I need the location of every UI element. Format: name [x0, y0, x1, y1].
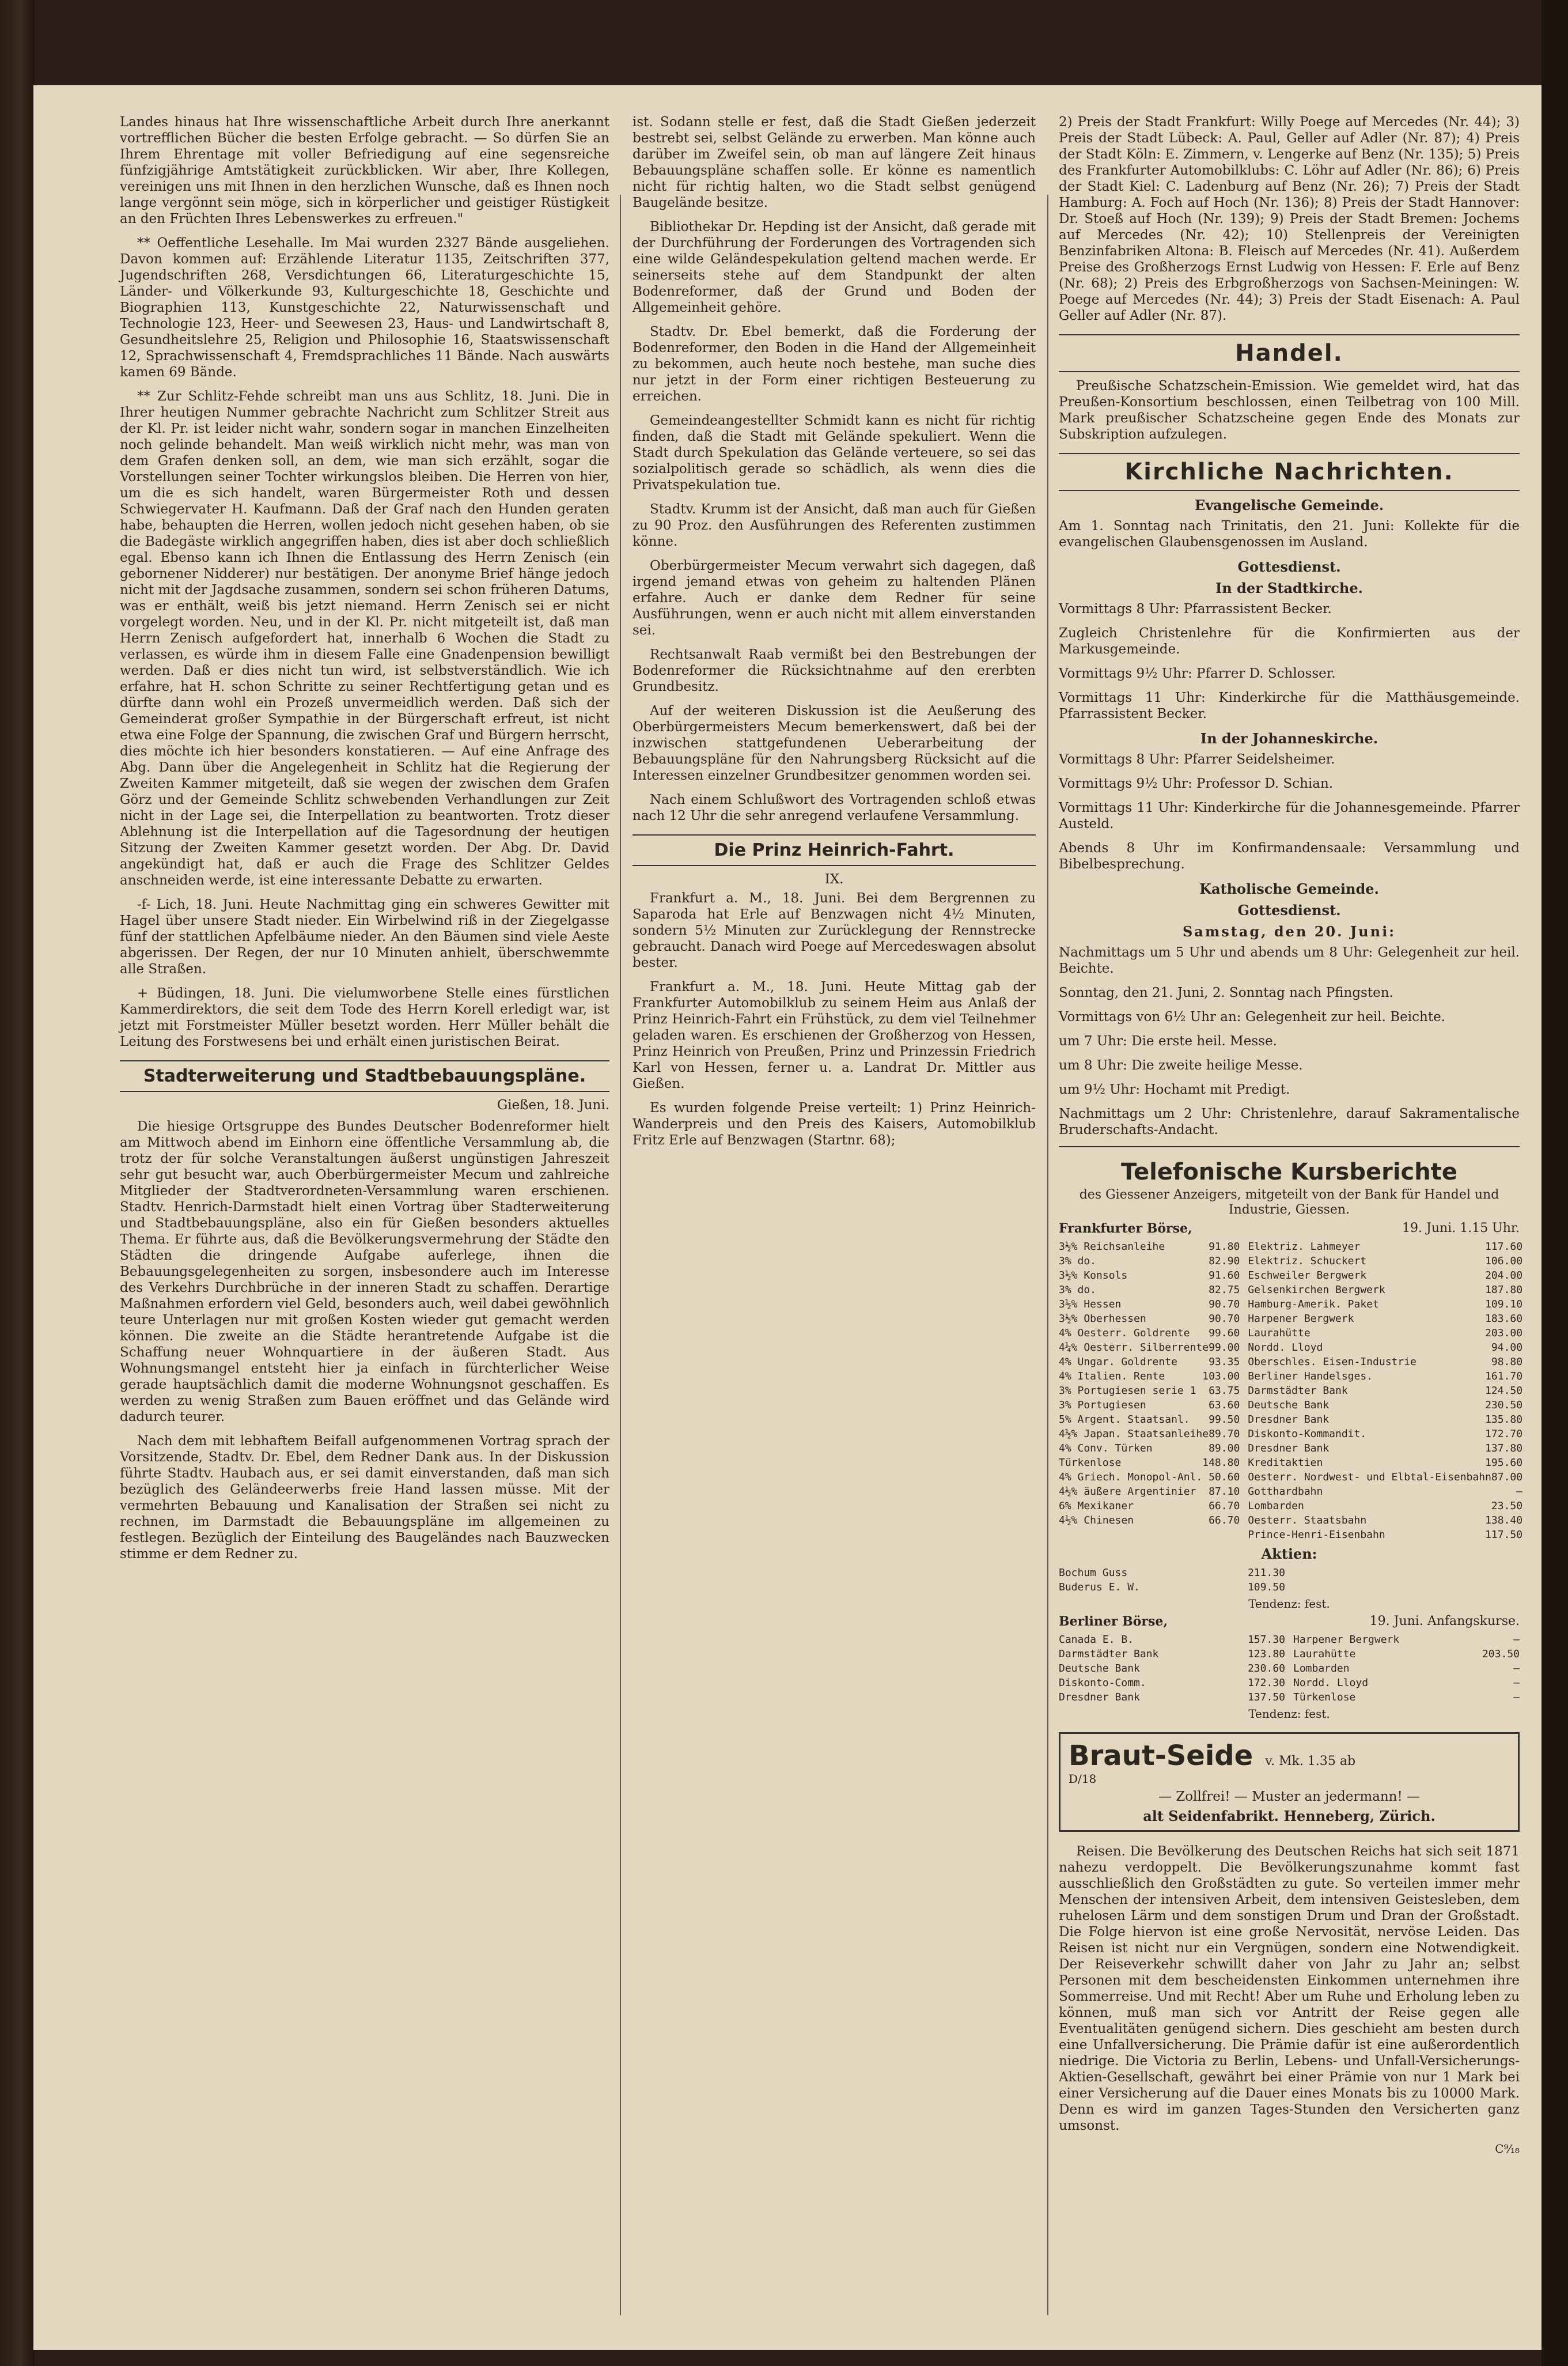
column-middle: [632, 114, 1036, 2321]
kurs-value: 123.80: [1247, 1648, 1285, 1660]
kurs-row: [1248, 1427, 1522, 1441]
kurs-row: [1059, 1427, 1240, 1441]
article-paragraph: Rechtsanwalt Raab vermißt bei den Bestrebungen der Bodenreformer die Rücksichtnahme auf den ererbten Grundbesitz.: [632, 647, 1036, 694]
aktien-label: Aktien:: [1261, 1545, 1317, 1562]
kurs-value: 90.70: [1209, 1298, 1240, 1310]
book-binding: [0, 0, 35, 2366]
kurs-name: Oesterr. Staatsbahn: [1248, 1514, 1367, 1526]
ev-line: Zugleich Christenlehre für die Konfirmierten aus der Markusgemeinde.: [1059, 626, 1520, 657]
kurs-value: 63.60: [1209, 1399, 1240, 1411]
ev-line: Vormittags 9½ Uhr: Pfarrer D. Schlosser.: [1059, 666, 1336, 681]
kurs-row: [1059, 1384, 1240, 1398]
kurs-value: 138.40: [1485, 1514, 1523, 1526]
kurs-row: [1248, 1513, 1522, 1528]
section-title-prinz-heinrich: Die Prinz Heinrich-Fahrt.: [632, 834, 1036, 866]
kurs-value: 109.50: [1247, 1581, 1285, 1593]
kurs-row: [1059, 1484, 1240, 1499]
ad-line: — Zollfrei! — Muster an jedermann! —: [1158, 1789, 1421, 1804]
kurs-value: 66.70: [1209, 1500, 1240, 1512]
kurs-value: —: [1513, 1662, 1520, 1675]
kurs-row: [1059, 1647, 1285, 1661]
kurs-name: 3% do.: [1059, 1284, 1097, 1296]
kurs-value: 204.00: [1485, 1269, 1523, 1282]
kurs-row: [1293, 1690, 1520, 1704]
article-paragraph: ist. Sodann stelle er fest, daß die Stadt Gießen jederzeit bestrebt sei, selbst Gelände zu erwerben. Man könne auch darüber im Zweifel sein, ob man auf längere Zeit hinaus Bebauungspläne schaffen solle. Er könne es namentlich nicht für richtig halten, wo die Stadt selbst genügend Baugelände besitze.: [632, 115, 1036, 210]
katholische-title: Katholische Gemeinde.: [1199, 880, 1379, 897]
ev-line: In der Stadtkirche.: [1215, 580, 1363, 596]
kurs-value: —: [1516, 1486, 1523, 1498]
kurs-name: Lombarden: [1248, 1500, 1304, 1512]
kurs-name: Elektriz. Schuckert: [1248, 1255, 1367, 1267]
kurs-name: Berliner Handelsges.: [1248, 1370, 1373, 1382]
tendenz-berlin: Tendenz: fest.: [1248, 1707, 1330, 1721]
kurs-row: [1059, 1239, 1240, 1254]
kurs-row: [1059, 1268, 1240, 1283]
kurs-name: Gotthardbahn: [1248, 1486, 1323, 1498]
kurs-name: Diskonto-Kommandit.: [1248, 1428, 1367, 1440]
kurs-row: [1248, 1355, 1522, 1369]
kurs-column-right: [1293, 1632, 1520, 1704]
kurs-value: 106.00: [1485, 1255, 1523, 1267]
kurs-name: 4% Italien. Rente: [1059, 1370, 1165, 1382]
column-rule: [620, 195, 621, 2315]
kath-line: Nachmittags um 2 Uhr: Christenlehre, darauf Sakramentalische Bruderschafts-Andacht.: [1059, 1106, 1520, 1137]
kurs-name: Harpener Bergwerk: [1248, 1313, 1354, 1325]
kurs-row: [1248, 1441, 1522, 1456]
kurs-value: 98.80: [1491, 1356, 1523, 1368]
article-paragraph: Landes hinaus hat Ihre wissenschaftliche Arbeit durch Ihre anerkannt vortrefflichen Bücher die besten Erfolge gebracht. — So dürfen Sie an Ihrem Ehrentage mit voller Befriedigung auf eine segensreiche fünfzigjährige Amtstätigkeit zurückblicken. Wir aber, Ihre Kollegen, vereinigen uns mit Ihnen in den herzlichen Wunsche, daß es Ihnen noch lange vergönnt sein möge, sich in körperlicher und geistiger Rüstigkeit an den Früchten Ihres Lebenswerkes zu erfreuen.": [120, 115, 609, 226]
kurs-name: 4% Griech. Monopol-Anl.: [1059, 1471, 1203, 1483]
page-edge: [1542, 0, 1568, 2366]
reisen-text: Reisen. Die Bevölkerung des Deutschen Reichs hat sich seit 1871 nahezu verdoppelt. Die Bevölkerungszunahme kommt fast ausschließlich den Großstädten zu gute. So verteilen immer mehr Menschen der intensiven Arbeit, dem intensiven Geistesleben, dem ruhelosen Lärm und dem sonstigen Drum und Dran der Großstadt. Die Folge hiervon ist eine große Nervosität, nervöse Leiden. Das Reisen ist nicht nur ein Vergnügen, sondern eine Notwendigkeit. Der Reiseverkehr schwillt daher von Jahr zu Jahr an; selbst Personen mit dem bescheidensten Einkommen unternehmen ihre Sommerreise. Und mit Recht! Aber um Ruhe und Erholung leben zu können, muß man sich vor Antritt der Reise gegen alle Eventualitäten genügend sichern. Dies geschieht am besten durch eine Unfallversicherung. Die Prämie dafür ist eine außerordentlich niedrige. Die Victoria zu Berlin, Lebens- und Unfall-Versicherungs-Aktien-Gesellschaft, gewährt bei einer Prämie von nur 1 Mark bei einer Versicherung auf die Dauer eines Monats bis zu 10000 Mark. Denn es wird im ganzen Tages-Stunden den Versicherten ganz umsonst.: [1059, 1844, 1520, 2133]
kurs-column-right: [1293, 1566, 1520, 1594]
kurs-value: 203.50: [1482, 1648, 1520, 1660]
berlin-kurs-table: [1059, 1632, 1520, 1704]
kurs-row: [1059, 1311, 1240, 1326]
kurs-row: [1293, 1632, 1520, 1647]
kurs-value: 99.00: [1209, 1341, 1240, 1354]
kurs-value: 195.60: [1485, 1457, 1523, 1469]
ev-line: Vormittags 8 Uhr: Pfarrassistent Becker.: [1059, 602, 1332, 617]
kurs-row: [1059, 1412, 1240, 1427]
kurs-name: Eschweiler Bergwerk: [1248, 1269, 1367, 1282]
ad-price: v. Mk. 1.35 ab: [1265, 1754, 1356, 1768]
ev-line: Vormittags 9½ Uhr: Professor D. Schian.: [1059, 776, 1334, 791]
kurs-name: 5% Argent. Staatsanl.: [1059, 1413, 1190, 1426]
kurs-value: 91.80: [1209, 1241, 1240, 1253]
ad-firm: alt Seidenfabrikt. Henneberg, Zürich.: [1143, 1808, 1436, 1824]
tendenz-frankfurt: Tendenz: fest.: [1248, 1597, 1330, 1611]
kurs-row: [1248, 1311, 1522, 1326]
kurs-row: [1248, 1283, 1522, 1297]
kath-line: Gottesdienst.: [1237, 902, 1341, 919]
kath-line: um 8 Uhr: Die zweite heilige Messe.: [1059, 1058, 1303, 1073]
newspaper-page: [33, 85, 1542, 2350]
divider: [1059, 1146, 1520, 1147]
article-paragraph: Oberbürgermeister Mecum verwahrt sich dagegen, daß irgend jemand etwas von geheim zu haltenden Plänen erfahre. Auch er danke dem Redner für seine Ausführungen, wenn er auch nicht mit allem einverstanden sei.: [632, 558, 1036, 638]
kurs-value: 50.60: [1209, 1471, 1240, 1483]
kurs-column-right: [1248, 1239, 1522, 1542]
evangelische-title: Evangelische Gemeinde.: [1194, 497, 1384, 513]
kurs-name: 4% Ungar. Goldrente: [1059, 1356, 1177, 1368]
kurs-name: Harpener Bergwerk: [1293, 1634, 1400, 1646]
ad-title: Braut-Seide: [1069, 1740, 1253, 1772]
kurs-name: 4% Conv. Türken: [1059, 1442, 1153, 1454]
kurs-value: 161.70: [1485, 1370, 1523, 1382]
berlin-boerse-label: Berliner Börse,: [1059, 1614, 1168, 1629]
kurs-row: [1248, 1239, 1522, 1254]
kurs-column-left: [1059, 1239, 1240, 1542]
article-paragraph: Auf der weiteren Diskussion ist die Aeußerung des Oberbürgermeisters Mecum bemerkenswert, daß bei der inzwischen stattgefundenen Ueberarbeitung der Bebauungspläne für den Nahrungsberg Rücksicht auf die Interessen einzelner Grundbesitzer genommen worden sei.: [632, 704, 1036, 783]
kurs-name: Deutsche Bank: [1248, 1399, 1330, 1411]
kurs-name: Elektriz. Lahmeyer: [1248, 1241, 1361, 1253]
kurs-name: 3% do.: [1059, 1255, 1097, 1267]
kurs-row: [1293, 1676, 1520, 1690]
kurs-value: 94.00: [1491, 1341, 1523, 1354]
kurs-value: 230.60: [1247, 1662, 1285, 1675]
kurs-name: Bochum Guss: [1059, 1567, 1128, 1579]
article-paragraph: Nach einem Schlußwort des Vortragenden schloß etwas nach 12 Uhr die sehr anregend verlaufene Versammlung.: [632, 792, 1036, 823]
kurs-value: 103.00: [1202, 1370, 1240, 1382]
article-lich: -f- Lich, 18. Juni. Heute Nachmittag ging ein schweres Gewitter mit Hagel über unsere Stadt nieder. Ein Wirbelwind riß in der Ziegelgasse fünf der stattlichen Apfelbäume nieder. An den Bäumen sind viele Aeste abgerissen. Der Regen, der nur 10 Minuten anhielt, überschwemmte alle Straßen.: [120, 897, 609, 977]
article-paragraph: Frankfurt a. M., 18. Juni. Bei dem Bergrennen zu Saparoda hat Erle auf Benzwagen nicht 4½ Minuten, sondern 5½ Minuten zur Zurücklegung der Rennstrecke gebraucht. Danach wird Poege auf Mercedeswagen absolut bester.: [632, 891, 1036, 970]
kurs-name: Darmstädter Bank: [1248, 1385, 1348, 1397]
kurs-value: 89.00: [1209, 1442, 1240, 1454]
kurs-row: [1248, 1484, 1522, 1499]
frankfurt-kurs-table: [1059, 1239, 1523, 1542]
kurs-value: 66.70: [1209, 1514, 1240, 1526]
ev-line: Gottesdienst.: [1237, 558, 1341, 575]
kurs-name: 4½% Chinesen: [1059, 1514, 1134, 1526]
kurs-name: Dresdner Bank: [1248, 1442, 1330, 1454]
section-title-handel: Handel.: [1059, 334, 1520, 372]
kurs-value: 87.10: [1209, 1486, 1240, 1498]
kurs-name: Nordd. Lloyd: [1248, 1341, 1323, 1354]
kurs-value: 157.30: [1247, 1634, 1285, 1646]
kurs-row: [1059, 1369, 1240, 1384]
kurs-value: 124.50: [1485, 1385, 1523, 1397]
kursberichte-title: Telefonische Kursberichte: [1120, 1159, 1457, 1185]
kurs-name: Canada E. B.: [1059, 1634, 1134, 1646]
kurs-name: 3% Portugiesen serie 1: [1059, 1385, 1196, 1397]
ev-line: In der Johanneskirche.: [1200, 730, 1378, 747]
kurs-row: [1059, 1661, 1285, 1676]
ev-line: Vormittags 11 Uhr: Kinderkirche für die Johannesgemeinde. Pfarrer Austeld.: [1059, 800, 1520, 831]
kurs-value: —: [1513, 1634, 1520, 1646]
kurs-column-left: [1059, 1566, 1285, 1594]
kurs-name: Darmstädter Bank: [1059, 1648, 1159, 1660]
kurs-row: [1248, 1254, 1522, 1268]
article-paragraph: Stadtv. Dr. Ebel bemerkt, daß die Forderung der Bodenreformer, den Boden in die Hand der Allgemeinheit zu bekommen, auch heute noch bestehe, man suche dies nur jetzt in der Form einer richtigen Besteuerung zu erreichen.: [632, 324, 1036, 404]
kurs-name: Türkenlose: [1059, 1457, 1122, 1469]
kurs-name: Lombarden: [1293, 1662, 1350, 1675]
kurs-value: 172.70: [1485, 1428, 1523, 1440]
column-rule: [1047, 195, 1048, 2315]
kurs-row: [1293, 1647, 1520, 1661]
footer-mark: C⁹⁄₁₈: [1495, 2142, 1520, 2156]
kurs-value: 183.60: [1485, 1313, 1523, 1325]
kurs-value: 135.80: [1485, 1413, 1523, 1426]
kurs-value: 137.50: [1247, 1691, 1285, 1703]
article-paragraph: Frankfurt a. M., 18. Juni. Heute Mittag gab der Frankfurter Automobilklub zu seinem Heim aus Anlaß der Prinz Heinrich-Fahrt ein Frühstück, zu dem viel Teilnehmer geladen waren. Es erschienen der Großherzog von Hessen, Prinz Heinrich von Preußen, Prinz und Prinzessin Friedrich Karl von Hessen, ferner u. a. Landrat Dr. Mittler aus Gießen.: [632, 980, 1036, 1091]
kurs-row: [1059, 1499, 1240, 1513]
kath-line: um 7 Uhr: Die erste heil. Messe.: [1059, 1034, 1277, 1049]
kurs-value: 203.00: [1485, 1327, 1523, 1339]
article-schlitz: ** Zur Schlitz-Fehde schreibt man uns aus Schlitz, 18. Juni. Die in Ihrer heutigen Nummer gebrachte Nachricht zum Schlitzer Streit aus der Kl. Pr. ist leider nicht wahr, sondern sogar in manchen Einzelheiten noch gelinde behandelt. Man weiß wirklich nicht mehr, was man von dem Grafen denken soll, an dem, wie man sich erzählt, sogar die Vorstellungen seiner Tochter wirkungslos bleiben. Die Herren von hier, um die es sich handelt, waren Bürgermeister Roth und dessen Schwiegervater H. Kaufmann. Daß der Graf nach den Hunden geraten habe, behaupten die Herren, wollen jedoch nicht gesehen haben, ob sie die Badegäste wirklich angegriffen haben, dies ist aber doch schließlich egal. Ebenso kann ich Ihnen die Entlassung des Herrn Zenisch (ein gebornener Nidderer) nur bestätigen. Der anonyme Brief hänge jedoch nicht mit der Jagdsache zusammen, sondern sei schon früheren Datums, was er enthält, weiß bis jetzt niemand. Herrn Zenisch sei er nicht vorgelegt worden. Neu, und in der Kl. Pr. nicht mitgeteilt ist, daß man Herrn Zenisch aufgefordert hat, innerhalb 6 Wochen die Stadt zu verlassen, es würde ihm in diesem Falle eine Gnadenpension bewilligt werden. Daß er dies nicht tun wird, ist selbstverständlich. Wie ich erfahre, hat H. schon Schritte zu seiner Rechtfertigung getan und es dürfte dann wohl ein Prozeß unvermeidlich werden. Daß sich der Gemeinderat großer Sympathie in der Bürgerschaft erfreut, ist nicht etwa eine Folge der Spannung, die zwischen Graf und Bürgern herrscht, dies möchte ich hier besonders konstatieren. — Auf eine Anfrage des Abg. Dann über die Angelegenheit in Schlitz hat die Regierung der Zweiten Kammer mitgeteilt, daß sie wegen der zwischen dem Grafen Görz und der Gemeinde Schlitz schwebenden Verhandlungen zur Zeit nicht in der Lage sei, die Interpellation zu beantworten. Trotz dieser Ablehnung ist die Interpellation auf die Tagesordnung der heutigen Sitzung der Zweiten Kammer gesetzt worden. Der Abg. Dr. David angekündigt hat, daß er auch die Frage des Schlitzer Geldes anschneiden werde, ist eine interessante Debatte zu erwarten.: [120, 389, 609, 888]
kurs-row: [1248, 1398, 1522, 1412]
kurs-value: 90.70: [1209, 1313, 1240, 1325]
kurs-row: [1248, 1268, 1522, 1283]
kurs-value: 91.60: [1209, 1269, 1240, 1282]
article-buedingen: + Büdingen, 18. Juni. Die vielumworbene Stelle eines fürstlichen Kammerdirektors, die seit dem Tode des Herrn Korell erledigt war, ist jetzt mit Forstmeister Müller besetzt worden. Herr Müller behält die Leitung des Forstwesens bei und erhält einen juristischen Beirat.: [120, 986, 609, 1049]
kath-line: um 9½ Uhr: Hochamt mit Predigt.: [1059, 1082, 1290, 1097]
article-paragraph: Die hiesige Ortsgruppe des Bundes Deutscher Bodenreformer hielt am Mittwoch abend im Einhorn eine öffentliche Versammlung ab, die trotz der für solche Veranstaltungen äußerst ungünstigen Jahreszeit sehr gut besucht war, auch Oberbürgermeister Mecum und zahlreiche Mitglieder der Stadtverordneten-Versammlung waren erschienen. Stadtv. Henrich-Darmstadt hielt einen Vortrag über Stadterweiterung und Stadtbebauungspläne, also ein für Gießen besonders aktuelles Thema. Er führte aus, daß die Bevölkerungsvermehrung der Städte den Städten die dringende Aufgabe auferlege, ihnen die Bebauungsgelegenheiten zu sorgen, insbesondere auch im Interesse des Verkehrs Durchbrüche in der inneren Stadt zu schaffen. Derartige Maßnahmen erfordern viel Geld, besonders auch, weil dabei gewöhnlich teure Unterlagen nur mit großen Kosten wieder gut gemacht werden können. Die zweite an die Städte herantretende Aufgabe ist die Schaffung neuer Wohnquartiere in der äußeren Stadt. Aus Wohnungsmangel entsteht hier ja einfach in fürchterlicher Weise gerade hauptsächlich damit die moderne Wohnungsnot geschaffen. Es werden zu wenig Straßen zum Bauen eröffnet und das Gelände wird dadurch teurer.: [120, 1119, 609, 1424]
kurs-name: Prince-Henri-Eisenbahn: [1248, 1529, 1385, 1541]
kurs-row: [1059, 1355, 1240, 1369]
kurs-value: 93.35: [1209, 1356, 1240, 1368]
kurs-name: 3½% Reichsanleihe: [1059, 1241, 1165, 1253]
kurs-row: [1059, 1398, 1240, 1412]
kurs-name: 6% Mexikaner: [1059, 1500, 1134, 1512]
kurs-row: [1059, 1326, 1240, 1340]
kurs-value: 117.50: [1485, 1529, 1523, 1541]
kurs-name: Oesterr. Nordwest- und Elbtal-Eisenbahn: [1248, 1471, 1491, 1483]
kurs-name: 4¼% Oesterr. Silberrente: [1059, 1341, 1209, 1354]
advertisement-braut-seide: [1059, 1732, 1520, 1832]
article-paragraph: Es wurden folgende Preise verteilt: 1) Prinz Heinrich-Wanderpreis und den Preis des Kaisers, Automobilklub Fritz Erle auf Benzwagen (Startnr. 68);: [632, 1101, 1036, 1148]
kurs-row: [1059, 1340, 1240, 1355]
kurs-value: —: [1513, 1677, 1520, 1689]
kath-line: Samstag, den 20. Juni:: [1182, 923, 1396, 940]
kurs-row: [1059, 1254, 1240, 1268]
kurs-name: Nordd. Lloyd: [1293, 1677, 1369, 1689]
kath-line: Nachmittags um 5 Uhr und abends um 8 Uhr: Gelegenheit zur heil. Beichte.: [1059, 945, 1520, 976]
kurs-row: [1248, 1456, 1522, 1470]
article-paragraph: Nach dem mit lebhaftem Beifall aufgenommenen Vortrag sprach der Vorsitzende, Stadtv. Dr. Ebel, dem Redner Dank aus. In der Diskussion führte Stadtv. Haubach aus, er sei damit einverstanden, daß man sich bezüglich des Geländeerwerbs freie Hand lassen müsse. Mit der vermehrten Bebauung und Kanalisation der Straßen sei nicht zu rechnen, im Darmstadt die Bebauungspläne im allgemeinen zu festlegen. Bezüglich der Einteilung des Baugeländes nach Bauzwecken stimme er dem Redner zu.: [120, 1434, 609, 1562]
kath-line: Sonntag, den 21. Juni, 2. Sonntag nach Pfingsten.: [1059, 985, 1393, 1000]
ev-line: Vormittags 11 Uhr: Kinderkirche für die Matthäusgemeinde. Pfarrassistent Becker.: [1059, 690, 1520, 721]
kurs-name: Kreditaktien: [1248, 1457, 1323, 1469]
kurs-name: Diskonto-Comm.: [1059, 1677, 1146, 1689]
kurs-row: [1059, 1690, 1285, 1704]
kurs-name: 3½% Oberhessen: [1059, 1313, 1146, 1325]
kurs-value: 137.80: [1485, 1442, 1523, 1454]
berlin-boerse-header: [1059, 1614, 1520, 1629]
kurs-name: Buderus E. W.: [1059, 1581, 1140, 1593]
ev-line: Am 1. Sonntag nach Trinitatis, den 21. Juni: Kollekte für die evangelischen Glaubensgenossen im Ausland.: [1059, 519, 1520, 550]
kurs-value: 109.10: [1485, 1298, 1523, 1310]
kurs-value: 89.70: [1209, 1428, 1240, 1440]
kurs-row: [1293, 1661, 1520, 1676]
kurs-row: [1059, 1580, 1285, 1594]
kurs-value: 230.50: [1485, 1399, 1523, 1411]
kurs-name: 3% Portugiesen: [1059, 1399, 1146, 1411]
kurs-row: [1248, 1340, 1522, 1355]
kurs-name: Oberschles. Eisen-Industrie: [1248, 1356, 1416, 1368]
kurs-value: 148.80: [1202, 1457, 1240, 1469]
kurs-row: [1059, 1456, 1240, 1470]
kurs-row: [1248, 1528, 1522, 1542]
kurs-row: [1059, 1441, 1240, 1456]
kurs-row: [1248, 1412, 1522, 1427]
kursberichte-subtitle: des Giessener Anzeigers, mitgeteilt von der Bank für Handel und Industrie, Giessen.: [1079, 1188, 1499, 1217]
column-right: [1059, 114, 1523, 2321]
kurs-value: 211.30: [1247, 1567, 1285, 1579]
kurs-value: —: [1513, 1691, 1520, 1703]
kurs-row: [1059, 1470, 1240, 1484]
kurs-name: Deutsche Bank: [1059, 1662, 1140, 1675]
kurs-row: [1059, 1513, 1240, 1528]
kurs-row: [1059, 1676, 1285, 1690]
kurs-row: [1059, 1283, 1240, 1297]
ev-line: Abends 8 Uhr im Konfirmandensaale: Versammlung und Bibelbesprechung.: [1059, 841, 1520, 872]
kurs-name: Dresdner Bank: [1248, 1413, 1330, 1426]
kurs-name: 4½% Japan. Staatsanleihe: [1059, 1428, 1209, 1440]
ev-line: Vormittags 8 Uhr: Pfarrer Seidelsheimer.: [1059, 752, 1335, 767]
kurs-row: [1248, 1384, 1522, 1398]
section-title-stadterweiterung: Stadterweiterung und Stadtbebauungspläne.: [120, 1060, 609, 1092]
kurs-row: [1248, 1297, 1522, 1311]
kurs-name: Laurahütte: [1248, 1327, 1311, 1339]
kurs-value: 82.75: [1209, 1284, 1240, 1296]
frankfurt-boerse-label: Frankfurter Börse,: [1059, 1221, 1192, 1236]
kath-line: Vormittags von 6½ Uhr an: Gelegenheit zur heil. Beichte.: [1059, 1010, 1445, 1025]
kurs-name: 4% Oesterr. Goldrente: [1059, 1327, 1190, 1339]
article-paragraph: Bibliothekar Dr. Hepding ist der Ansicht, daß gerade mit der Durchführung der Forderungen des Vortragenden sich eine wilde Geländespekulation geltend machen werde. Er seinerseits stehe auf dem Standpunkt der alten Bodenreformer, daß der Grund und Boden der Allgemeinheit gehöre.: [632, 220, 1036, 315]
kurs-value: 82.90: [1209, 1255, 1240, 1267]
kurs-value: 172.30: [1247, 1677, 1285, 1689]
kurs-name: 3½% Hessen: [1059, 1298, 1122, 1310]
article-lesehalle: ** Oeffentliche Lesehalle. Im Mai wurden 2327 Bände ausgeliehen. Davon kommen auf: Erzählende Literatur 1135, Zeitschriften 377, Jugendschriften 268, Versdichtungen 66, Literaturgeschichte 15, Länder- und Völkerkunde 93, Kulturgeschichte 18, Geschichte und Biographien 113, Kunstgeschichte 22, Naturwissenschaft und Technologie 123, Heer- und Seewesen 23, Haus- und Landwirtschaft 8, Gesundheitslehre 25, Religion und Philosophie 16, Staatswissenschaft 12, Sprachwissenschaft 4, Fremdsprachliches 11 Bände. Nach auswärts kamen 69 Bände.: [120, 236, 609, 380]
handel-text: Preußische Schatzschein-Emission. Wie gemeldet wird, hat das Preußen-Konsortium beschlossen, einen Teilbetrag von 100 Mill. Mark preußischer Schatzscheine gegen Ende des Monats zur Subskription aufzulegen.: [1059, 379, 1520, 442]
kurs-name: Dresdner Bank: [1059, 1691, 1140, 1703]
kurs-column-left: [1059, 1632, 1285, 1704]
section-title-kirche: Kirchliche Nachrichten.: [1059, 453, 1520, 491]
kurs-row: [1248, 1470, 1522, 1484]
column-left: [120, 114, 609, 2321]
frankfurt-boerse-header: [1059, 1221, 1520, 1236]
aktien-table: [1059, 1566, 1520, 1594]
kurs-name: Laurahütte: [1293, 1648, 1356, 1660]
kurs-value: 187.80: [1485, 1284, 1523, 1296]
kurs-row: [1248, 1369, 1522, 1384]
kurs-value: 117.60: [1485, 1241, 1523, 1253]
article-paragraph: Gemeindeangestellter Schmidt kann es nicht für richtig finden, daß die Stadt mit Gelände spekuliert. Wenn die Stadt durch Spekulation das Gelände verteuere, so sei das sozialpolitisch gerade so schädlich, als wenn dies die Privatspekulation tue.: [632, 413, 1036, 493]
kurs-value: 99.50: [1209, 1413, 1240, 1426]
kurs-name: Gelsenkirchen Bergwerk: [1248, 1284, 1385, 1296]
preise-list: 2) Preis der Stadt Frankfurt: Willy Poege auf Mercedes (Nr. 44); 3) Preis der Stadt Lübeck: A. Paul, Geller auf Adler (Nr. 87); 4) Preis der Stadt Köln: E. Zimmern, v. Lengerke auf Benz (Nr. 135); 5) Preis des Frankfurter Automobilklubs: C. Löhr auf Adler (Nr. 86); 6) Preis der Stadt Kiel: C. Ladenburg auf Benz (Nr. 26); 7) Preis der Stadt Hamburg: A. Foch auf Hoch (Nr. 136); 8) Preis der Stadt Hannover: Dr. Stoeß auf Hoch (Nr. 139); 9) Preis der Stadt Bremen: Jochems auf Mercedes (Nr. 42); 10) Stellenpreis der Vereinigten Benzinfabriken Altona: B. Fleisch auf Mercedes (Nr. 41). Außerdem Preise des Großherzogs Ernst Ludwig von Hessen: F. Erle auf Benz (Nr. 68); 2) Preis des Erbgroßherzogs von Sachsen-Meiningen: W. Poege auf Mercedes (Nr. 44); 3) Preis der Stadt Eisenach: A. Paul Geller auf Adler (Nr. 87).: [1059, 115, 1520, 323]
kurs-value: 23.50: [1491, 1500, 1523, 1512]
kurs-row: [1248, 1499, 1522, 1513]
kurs-name: 4½% äußere Argentinier: [1059, 1486, 1196, 1498]
berlin-boerse-date: 19. Juni. Anfangskurse.: [1369, 1614, 1520, 1628]
kurs-row: [1059, 1297, 1240, 1311]
kurs-row: [1059, 1632, 1285, 1647]
article-paragraph: Stadtv. Krumm ist der Ansicht, daß man auch für Gießen zu 90 Proz. den Ausführungen des Referenten zustimmen könne.: [632, 502, 1036, 549]
kurs-row: [1248, 1326, 1522, 1340]
kurs-value: 99.60: [1209, 1327, 1240, 1339]
kurs-value: 63.75: [1209, 1385, 1240, 1397]
ad-mark: D/18: [1069, 1772, 1097, 1786]
kurs-name: Türkenlose: [1293, 1691, 1356, 1703]
kurs-name: Hamburg-Amerik. Paket: [1248, 1298, 1379, 1310]
section-dateline: Gießen, 18. Juni.: [497, 1098, 609, 1113]
kurs-row: [1059, 1566, 1285, 1580]
kurs-name: 3½% Konsols: [1059, 1269, 1128, 1282]
kurs-value: 87.00: [1491, 1471, 1523, 1483]
frankfurt-boerse-date: 19. Juni. 1.15 Uhr.: [1402, 1221, 1520, 1235]
section-numeral: IX.: [824, 872, 844, 887]
